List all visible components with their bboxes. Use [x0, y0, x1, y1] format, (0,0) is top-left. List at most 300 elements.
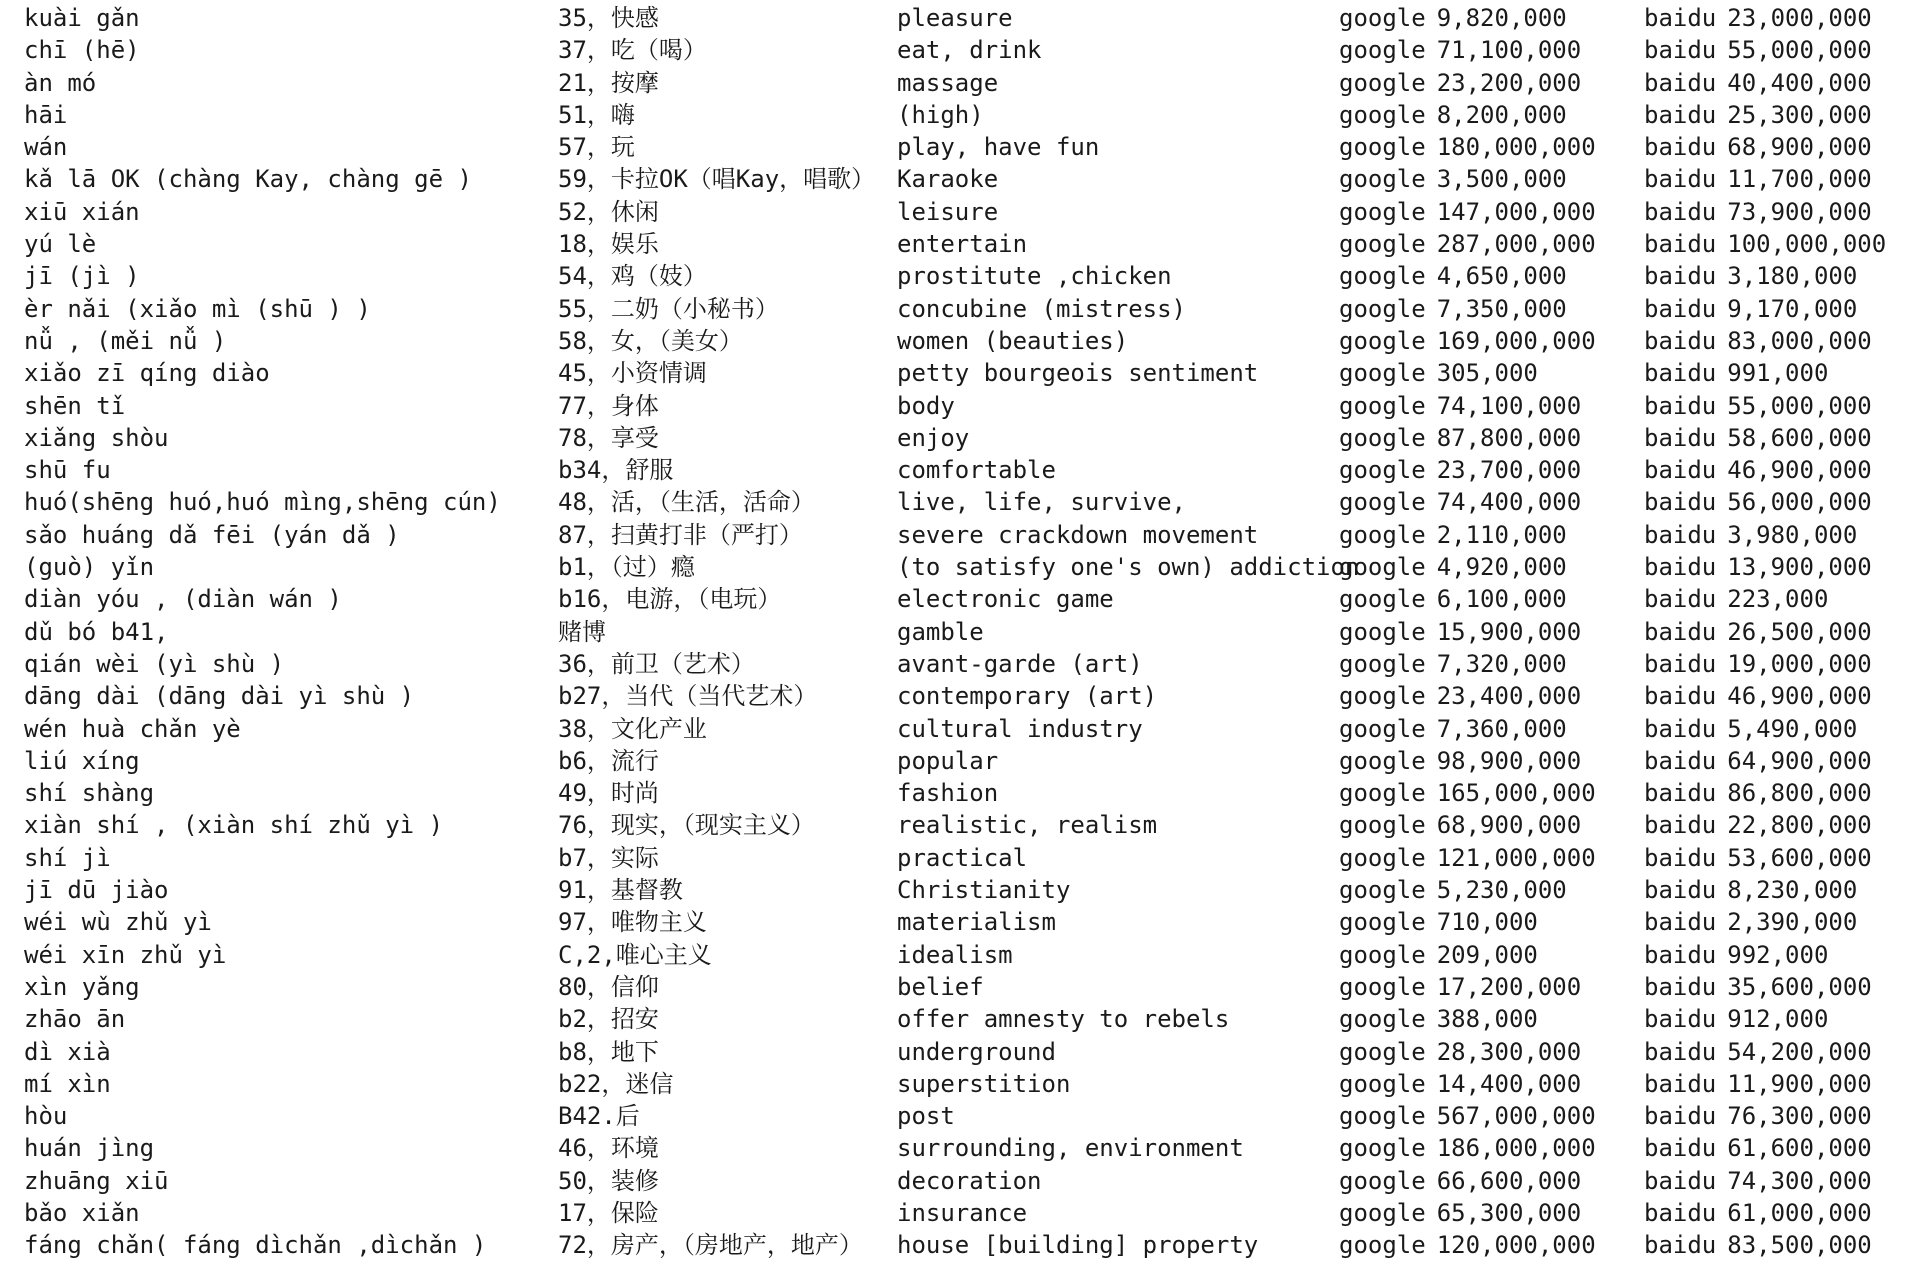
- google-label: google: [1339, 972, 1426, 1001]
- google-count-value: 305,000: [1436, 359, 1538, 388]
- baidu-count-cell: [1644, 971, 1872, 1003]
- english-translation-cell: live, life, survive,: [897, 488, 1186, 517]
- baidu-count-value: 74,300,000: [1727, 1166, 1872, 1195]
- baidu-label: baidu: [1644, 4, 1717, 32]
- baidu-label: baidu: [1644, 843, 1717, 872]
- baidu-count-cell: [1644, 325, 1872, 357]
- baidu-label: baidu: [1644, 1005, 1717, 1034]
- chinese-term-cell: 37，吃（喝）: [558, 36, 707, 65]
- google-count-value: 121,000,000: [1436, 843, 1596, 872]
- chinese-term-cell: 58，女，（美女）: [558, 326, 743, 355]
- baidu-count-cell: [1644, 454, 1872, 486]
- table-row: [24, 196, 1904, 228]
- table-row: [24, 163, 1904, 195]
- baidu-count-value: 54,200,000: [1727, 1037, 1872, 1066]
- google-count-value: 74,100,000: [1436, 391, 1582, 420]
- pinyin-cell: wán: [24, 133, 68, 162]
- table-row: [24, 906, 1904, 938]
- baidu-label: baidu: [1644, 68, 1717, 97]
- google-label: google: [1339, 1102, 1426, 1131]
- baidu-count-value: 991,000: [1727, 359, 1829, 388]
- pinyin-cell: hòu: [24, 1102, 68, 1131]
- baidu-count-value: 9,170,000: [1727, 294, 1858, 323]
- table-row: [24, 293, 1904, 325]
- google-label: google: [1339, 423, 1426, 452]
- chinese-term-cell: 72，房产，（房地产，地产）: [558, 1231, 863, 1260]
- table-row: [24, 583, 1904, 615]
- baidu-count-cell: [1644, 842, 1872, 874]
- english-translation-cell: decoration: [897, 1166, 1042, 1195]
- baidu-label: baidu: [1644, 1231, 1717, 1260]
- baidu-label: baidu: [1644, 391, 1717, 420]
- baidu-count-cell: [1644, 551, 1872, 583]
- pinyin-cell: xiū xián: [24, 197, 140, 226]
- google-count-value: 98,900,000: [1436, 746, 1582, 775]
- google-count-cell: [1339, 454, 1581, 486]
- pinyin-cell: jī dū jiào: [24, 876, 169, 905]
- pinyin-cell: zhāo ān: [24, 1005, 126, 1034]
- google-label: google: [1339, 1198, 1426, 1227]
- google-label: google: [1339, 843, 1426, 872]
- pinyin-cell: nǚ , (měi nǚ ): [24, 326, 227, 355]
- baidu-count-value: 55,000,000: [1727, 36, 1872, 65]
- table-row: [24, 34, 1904, 66]
- google-count-cell: [1339, 1100, 1596, 1132]
- baidu-count-cell: [1644, 680, 1872, 712]
- pinyin-cell: àn mó: [24, 68, 97, 97]
- baidu-count-cell: [1644, 163, 1872, 195]
- baidu-count-value: 25,300,000: [1727, 100, 1872, 129]
- google-label: google: [1339, 230, 1426, 259]
- chinese-term-cell: 36，前卫（艺术）: [558, 649, 755, 678]
- baidu-count-cell: [1644, 1132, 1872, 1164]
- pinyin-cell: kuài gǎn: [24, 4, 140, 32]
- chinese-term-cell: 59，卡拉OK（唱Kay，唱歌）: [558, 165, 876, 194]
- google-count-cell: [1339, 1003, 1538, 1035]
- table-row: [24, 648, 1904, 680]
- baidu-count-value: 40,400,000: [1727, 68, 1872, 97]
- chinese-term-cell: b2，招安: [558, 1005, 659, 1034]
- english-translation-cell: post: [897, 1102, 955, 1131]
- google-label: google: [1339, 908, 1426, 937]
- baidu-count-cell: [1644, 874, 1857, 906]
- baidu-label: baidu: [1644, 1037, 1717, 1066]
- baidu-label: baidu: [1644, 649, 1717, 678]
- baidu-label: baidu: [1644, 1069, 1717, 1098]
- baidu-label: baidu: [1644, 585, 1717, 614]
- google-count-cell: [1339, 680, 1581, 712]
- baidu-count-cell: [1644, 1100, 1872, 1132]
- google-count-value: 66,600,000: [1436, 1166, 1582, 1195]
- baidu-label: baidu: [1644, 1102, 1717, 1131]
- baidu-count-cell: [1644, 99, 1872, 131]
- table-row: [24, 422, 1904, 454]
- table-row: [24, 1003, 1904, 1035]
- baidu-count-cell: [1644, 809, 1872, 841]
- pinyin-cell: wéi xīn zhǔ yì: [24, 940, 227, 969]
- google-count-cell: [1339, 616, 1581, 648]
- google-count-value: 9,820,000: [1436, 4, 1567, 32]
- baidu-label: baidu: [1644, 876, 1717, 905]
- pinyin-cell: kǎ lā OK (chàng Kay, chàng gē ): [24, 165, 472, 194]
- table-row: [24, 486, 1904, 518]
- baidu-label: baidu: [1644, 36, 1717, 65]
- chinese-term-cell: b8，地下: [558, 1037, 659, 1066]
- google-count-cell: [1339, 809, 1581, 841]
- english-translation-cell: surrounding, environment: [897, 1134, 1244, 1163]
- english-translation-cell: popular: [897, 746, 999, 775]
- google-label: google: [1339, 1069, 1426, 1098]
- pinyin-cell: dì xià: [24, 1037, 111, 1066]
- pinyin-cell: xiǎo zī qíng diào: [24, 359, 270, 388]
- chinese-term-cell: 49，时尚: [558, 779, 659, 808]
- google-label: google: [1339, 779, 1426, 808]
- chinese-term-cell: 80，信仰: [558, 972, 659, 1001]
- baidu-count-cell: [1644, 260, 1857, 292]
- table-row: [24, 1229, 1904, 1261]
- pinyin-cell: diàn yóu , (diàn wán ): [24, 585, 342, 614]
- baidu-label: baidu: [1644, 165, 1717, 194]
- google-count-value: 710,000: [1436, 908, 1538, 937]
- pinyin-cell: fáng chǎn( fáng dìchǎn ,dìchǎn ): [24, 1231, 487, 1260]
- baidu-count-value: 23,000,000: [1727, 4, 1872, 32]
- google-count-cell: [1339, 551, 1567, 583]
- google-count-cell: [1339, 713, 1567, 745]
- chinese-term-cell: b34，舒服: [558, 456, 674, 485]
- google-count-cell: [1339, 196, 1596, 228]
- google-count-cell: [1339, 519, 1567, 551]
- baidu-count-cell: [1644, 1068, 1872, 1100]
- google-count-value: 209,000: [1436, 940, 1538, 969]
- english-translation-cell: underground: [897, 1037, 1056, 1066]
- pinyin-cell: shí jì: [24, 843, 111, 872]
- google-count-value: 28,300,000: [1436, 1037, 1582, 1066]
- baidu-label: baidu: [1644, 972, 1717, 1001]
- baidu-label: baidu: [1644, 294, 1717, 323]
- table-row: [24, 616, 1904, 648]
- google-label: google: [1339, 488, 1426, 517]
- chinese-term-cell: 48，活，（生活，活命）: [558, 488, 815, 517]
- baidu-count-cell: [1644, 906, 1857, 938]
- baidu-label: baidu: [1644, 230, 1717, 259]
- google-label: google: [1339, 1037, 1426, 1066]
- baidu-count-value: 83,000,000: [1727, 326, 1872, 355]
- google-count-cell: [1339, 842, 1596, 874]
- google-count-value: 120,000,000: [1436, 1231, 1596, 1260]
- baidu-count-cell: [1644, 1036, 1872, 1068]
- google-count-cell: [1339, 745, 1581, 777]
- english-translation-cell: enjoy: [897, 423, 970, 452]
- google-label: google: [1339, 714, 1426, 743]
- google-label: google: [1339, 294, 1426, 323]
- english-translation-cell: idealism: [897, 940, 1013, 969]
- google-count-value: 567,000,000: [1436, 1102, 1596, 1131]
- table-row: [24, 939, 1904, 971]
- baidu-label: baidu: [1644, 423, 1717, 452]
- baidu-count-value: 912,000: [1727, 1005, 1829, 1034]
- chinese-term-cell: 97，唯物主义: [558, 908, 707, 937]
- baidu-label: baidu: [1644, 1134, 1717, 1163]
- pinyin-cell: dǔ bó b41,: [24, 617, 169, 646]
- table-row: [24, 1132, 1904, 1164]
- baidu-count-value: 5,490,000: [1727, 714, 1858, 743]
- google-count-cell: [1339, 131, 1596, 163]
- table-row: [24, 228, 1904, 260]
- english-translation-cell: play, have fun: [897, 133, 1100, 162]
- table-row: [24, 971, 1904, 1003]
- english-translation-cell: practical: [897, 843, 1028, 872]
- chinese-term-cell: b22，迷信: [558, 1069, 674, 1098]
- baidu-count-cell: [1644, 519, 1857, 551]
- baidu-count-cell: [1644, 196, 1872, 228]
- google-count-cell: [1339, 1036, 1581, 1068]
- baidu-label: baidu: [1644, 940, 1717, 969]
- pinyin-cell: jī (jì ): [24, 262, 140, 291]
- baidu-count-cell: [1644, 422, 1872, 454]
- table-row: [24, 713, 1904, 745]
- google-count-cell: [1339, 260, 1567, 292]
- google-count-cell: [1339, 2, 1567, 34]
- baidu-count-value: 56,000,000: [1727, 488, 1872, 517]
- chinese-term-cell: 77，身体: [558, 391, 659, 420]
- table-row: [24, 1100, 1904, 1132]
- google-count-value: 147,000,000: [1436, 197, 1596, 226]
- english-translation-cell: Karaoke: [897, 165, 999, 194]
- google-count-cell: [1339, 1132, 1596, 1164]
- baidu-count-cell: [1644, 713, 1857, 745]
- baidu-count-value: 83,500,000: [1727, 1231, 1872, 1260]
- baidu-count-value: 76,300,000: [1727, 1102, 1872, 1131]
- chinese-term-cell: b16，电游，（电玩）: [558, 585, 782, 614]
- baidu-label: baidu: [1644, 359, 1717, 388]
- google-count-cell: [1339, 939, 1538, 971]
- baidu-count-value: 22,800,000: [1727, 811, 1872, 840]
- google-label: google: [1339, 746, 1426, 775]
- table-row: [24, 874, 1904, 906]
- baidu-count-cell: [1644, 1197, 1872, 1229]
- baidu-label: baidu: [1644, 133, 1717, 162]
- pinyin-cell: shí shàng: [24, 779, 155, 808]
- google-count-value: 6,100,000: [1436, 585, 1567, 614]
- google-label: google: [1339, 940, 1426, 969]
- google-count-cell: [1339, 228, 1596, 260]
- google-count-cell: [1339, 293, 1567, 325]
- baidu-count-value: 86,800,000: [1727, 779, 1872, 808]
- chinese-term-cell: b1，（过）瘾: [558, 553, 695, 582]
- google-count-value: 7,350,000: [1436, 294, 1567, 323]
- google-count-cell: [1339, 777, 1596, 809]
- english-translation-cell: electronic game: [897, 585, 1114, 614]
- baidu-count-cell: [1644, 67, 1872, 99]
- table-row: [24, 1165, 1904, 1197]
- google-count-value: 180,000,000: [1436, 133, 1596, 162]
- english-translation-cell: massage: [897, 68, 999, 97]
- baidu-count-value: 46,900,000: [1727, 456, 1872, 485]
- table-row: [24, 1197, 1904, 1229]
- pinyin-cell: wén huà chǎn yè: [24, 714, 241, 743]
- pinyin-cell: liú xíng: [24, 746, 140, 775]
- google-label: google: [1339, 682, 1426, 711]
- baidu-count-value: 100,000,000: [1727, 230, 1887, 259]
- chinese-term-cell: 54，鸡（妓）: [558, 262, 707, 291]
- google-count-value: 17,200,000: [1436, 972, 1582, 1001]
- pinyin-cell: mí xìn: [24, 1069, 111, 1098]
- chinese-term-cell: 46，环境: [558, 1134, 659, 1163]
- google-label: google: [1339, 100, 1426, 129]
- baidu-count-cell: [1644, 1229, 1872, 1261]
- google-count-cell: [1339, 1197, 1581, 1229]
- baidu-label: baidu: [1644, 262, 1717, 291]
- google-count-value: 71,100,000: [1436, 36, 1582, 65]
- english-translation-cell: severe crackdown movement: [897, 520, 1259, 549]
- table-row: [24, 809, 1904, 841]
- google-label: google: [1339, 262, 1426, 291]
- pinyin-cell: shū fu: [24, 456, 111, 485]
- baidu-count-cell: [1644, 2, 1872, 34]
- chinese-term-cell: b6，流行: [558, 746, 659, 775]
- baidu-count-cell: [1644, 293, 1857, 325]
- english-translation-cell: eat, drink: [897, 36, 1042, 65]
- table-row: [24, 1068, 1904, 1100]
- baidu-count-cell: [1644, 745, 1872, 777]
- baidu-count-value: 68,900,000: [1727, 133, 1872, 162]
- pinyin-cell: hāi: [24, 100, 68, 129]
- google-count-value: 186,000,000: [1436, 1134, 1596, 1163]
- google-label: google: [1339, 520, 1426, 549]
- table-row: [24, 325, 1904, 357]
- baidu-count-cell: [1644, 34, 1872, 66]
- baidu-count-cell: [1644, 131, 1872, 163]
- google-count-value: 169,000,000: [1436, 326, 1596, 355]
- pinyin-cell: (guò) yǐn: [24, 553, 155, 582]
- baidu-count-value: 73,900,000: [1727, 197, 1872, 226]
- english-translation-cell: (to satisfy one's own) addiction: [897, 553, 1360, 582]
- google-label: google: [1339, 649, 1426, 678]
- english-translation-cell: materialism: [897, 908, 1056, 937]
- google-label: google: [1339, 811, 1426, 840]
- google-label: google: [1339, 1231, 1426, 1260]
- baidu-count-cell: [1644, 486, 1872, 518]
- baidu-count-value: 223,000: [1727, 585, 1829, 614]
- google-count-value: 87,800,000: [1436, 423, 1582, 452]
- pinyin-cell: huó(shēng huó,huó mìng,shēng cún): [24, 488, 501, 517]
- pinyin-cell: chī (hē): [24, 36, 140, 65]
- baidu-count-value: 61,600,000: [1727, 1134, 1872, 1163]
- baidu-count-cell: [1644, 616, 1872, 648]
- table-row: [24, 777, 1904, 809]
- google-label: google: [1339, 133, 1426, 162]
- pinyin-cell: sǎo huáng dǎ fēi (yán dǎ ): [24, 520, 400, 549]
- pinyin-cell: bǎo xiǎn: [24, 1198, 140, 1227]
- google-count-cell: [1339, 99, 1567, 131]
- english-translation-cell: leisure: [897, 197, 999, 226]
- google-count-cell: [1339, 390, 1581, 422]
- baidu-count-value: 3,980,000: [1727, 520, 1858, 549]
- chinese-term-cell: 52，休闲: [558, 197, 659, 226]
- google-count-value: 23,400,000: [1436, 682, 1582, 711]
- baidu-count-value: 55,000,000: [1727, 391, 1872, 420]
- baidu-label: baidu: [1644, 779, 1717, 808]
- baidu-count-value: 8,230,000: [1727, 876, 1858, 905]
- baidu-count-cell: [1644, 357, 1828, 389]
- english-translation-cell: petty bourgeois sentiment: [897, 359, 1259, 388]
- baidu-count-value: 3,180,000: [1727, 262, 1858, 291]
- baidu-count-cell: [1644, 939, 1828, 971]
- baidu-label: baidu: [1644, 197, 1717, 226]
- chinese-term-cell: b27，当代（当代艺术）: [558, 682, 818, 711]
- baidu-label: baidu: [1644, 553, 1717, 582]
- table-row: [24, 67, 1904, 99]
- chinese-term-cell: 18，娱乐: [558, 230, 659, 259]
- google-count-value: 15,900,000: [1436, 617, 1582, 646]
- table-row: [24, 357, 1904, 389]
- chinese-term-cell: 78，享受: [558, 423, 659, 452]
- chinese-term-cell: 51，嗨: [558, 100, 635, 129]
- chinese-term-cell: C,2,唯心主义: [558, 940, 712, 969]
- chinese-term-cell: 赌博: [558, 617, 606, 646]
- baidu-count-cell: [1644, 1165, 1872, 1197]
- table-row: [24, 551, 1904, 583]
- table-row: [24, 260, 1904, 292]
- baidu-count-value: 13,900,000: [1727, 553, 1872, 582]
- chinese-term-cell: 91，基督教: [558, 876, 683, 905]
- chinese-term-cell: 45，小资情调: [558, 359, 707, 388]
- baidu-count-cell: [1644, 648, 1872, 680]
- english-translation-cell: prostitute ,chicken: [897, 262, 1172, 291]
- baidu-count-value: 19,000,000: [1727, 649, 1872, 678]
- baidu-label: baidu: [1644, 1198, 1717, 1227]
- baidu-count-value: 64,900,000: [1727, 746, 1872, 775]
- google-count-cell: [1339, 34, 1581, 66]
- google-count-cell: [1339, 67, 1581, 99]
- baidu-label: baidu: [1644, 908, 1717, 937]
- google-count-cell: [1339, 874, 1567, 906]
- google-count-value: 14,400,000: [1436, 1069, 1582, 1098]
- google-label: google: [1339, 1134, 1426, 1163]
- google-count-cell: [1339, 357, 1538, 389]
- google-label: google: [1339, 1166, 1426, 1195]
- pinyin-cell: xìn yǎng: [24, 972, 140, 1001]
- google-count-value: 165,000,000: [1436, 779, 1596, 808]
- google-count-value: 74,400,000: [1436, 488, 1582, 517]
- english-translation-cell: contemporary (art): [897, 682, 1158, 711]
- english-translation-cell: comfortable: [897, 456, 1056, 485]
- google-count-value: 7,320,000: [1436, 649, 1567, 678]
- chinese-term-cell: 35，快感: [558, 4, 659, 32]
- table-row: [24, 745, 1904, 777]
- pinyin-cell: huán jìng: [24, 1134, 155, 1163]
- chinese-term-cell: B42.后: [558, 1102, 640, 1131]
- google-count-cell: [1339, 971, 1581, 1003]
- baidu-count-value: 58,600,000: [1727, 423, 1872, 452]
- baidu-label: baidu: [1644, 682, 1717, 711]
- english-translation-cell: fashion: [897, 779, 999, 808]
- baidu-label: baidu: [1644, 617, 1717, 646]
- english-translation-cell: realistic, realism: [897, 811, 1158, 840]
- chinese-term-cell: 57，玩: [558, 133, 635, 162]
- table-row: [24, 390, 1904, 422]
- baidu-label: baidu: [1644, 100, 1717, 129]
- pinyin-cell: xiàn shí , (xiàn shí zhǔ yì ): [24, 811, 444, 840]
- google-label: google: [1339, 68, 1426, 97]
- table-row: [24, 680, 1904, 712]
- google-count-value: 23,700,000: [1436, 456, 1582, 485]
- baidu-count-value: 992,000: [1727, 940, 1829, 969]
- google-label: google: [1339, 165, 1426, 194]
- baidu-count-value: 46,900,000: [1727, 682, 1872, 711]
- chinese-term-cell: 76，现实，（现实主义）: [558, 811, 815, 840]
- google-count-value: 8,200,000: [1436, 100, 1567, 129]
